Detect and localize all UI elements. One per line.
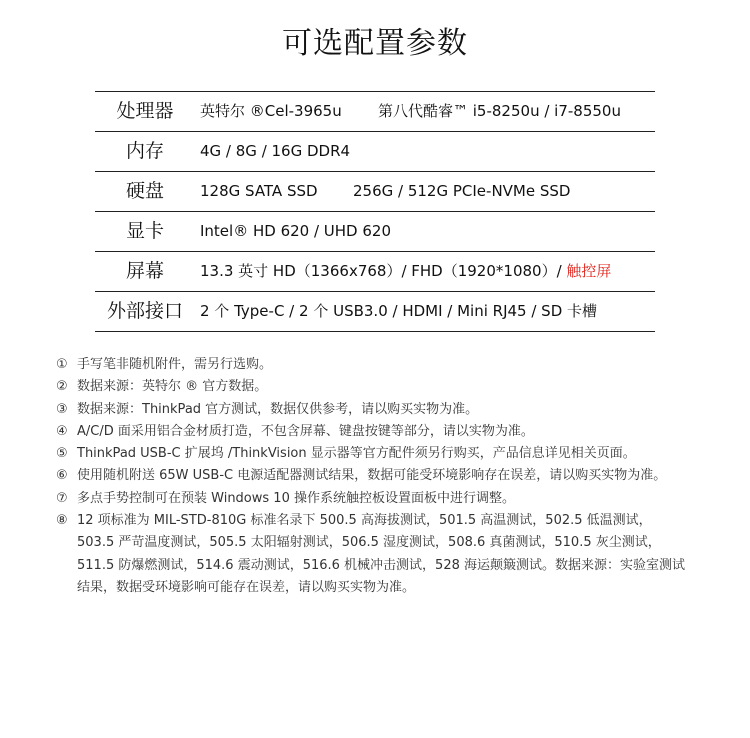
footnotes [56,354,686,599]
footnote-text: 数据来源：英特尔 ® 官方数据。 [77,379,268,395]
touchscreen-highlight: 触控屏 [566,262,612,280]
footnote-number: ③ [56,401,68,417]
screen-spec-text: 13.3 英寸 HD（1366x768）/ FHD（1920*1080）/ [200,262,567,280]
footnote-number: ⑧ [56,513,68,529]
footnote-text: 使用随机附送 65W USB-C 电源适配器测试结果，数据可能受环境影响存在误差，请以购买实物为准。 [77,468,667,484]
spec-value-alt: 256G / 512G PCIe-NVMe SSD [353,182,571,200]
footnote-text: A/C/D 面采用铝合金材质打造，不包含屏幕、键盘按键等部分，请以实物为准。 [77,423,534,439]
spec-label: 处理器 [116,100,174,122]
spec-row-screen [95,252,655,292]
spec-value: Intel® HD 620 / UHD 620 [200,222,392,240]
spec-value-alt: 第八代酷睿™ i5-8250u / i7-8550u [378,102,621,120]
footnote-number: ① [56,357,68,372]
footnote-item [56,510,686,599]
spec-table [95,91,655,332]
spec-row-disk [95,172,655,212]
footnote-item [56,465,686,487]
footnote-number: ④ [56,423,68,439]
footnote-text: ThinkPad USB-C 扩展坞 /ThinkVision 显示器等官方配件须另行购买，产品信息详见相关页面。 [77,446,636,462]
footnote-text: 12 项标准为 MIL-STD-810G 标准名录下 500.5 高海拔测试，501.5 高温测试，502.5 低温测试，503.5 严苛温度测试，505.5 太阳辐射测试，506.5 湿度测试，508.6 真菌测试，510.5 灰尘测试，511.5 防爆燃测试，514.6 震动测试，516.6 机械冲击测试，528 海运颠簸测试。数据来源：实验室测试结果，数据受环境影响可能存在误差，请以购买实物为准。 [77,513,685,595]
footnote-number: ⑥ [56,468,68,484]
spec-row-gpu [95,212,655,252]
spec-row-cpu [95,92,655,132]
footnote-item [56,488,686,510]
spec-label: 内存 [125,140,164,162]
spec-row-ports [95,292,655,332]
spec-label: 外部接口 [106,300,183,322]
spec-label: 显卡 [125,220,164,242]
footnote-text: 多点手势控制可在预装 Windows 10 操作系统触控板设置面板中进行调整。 [77,490,515,506]
footnote-item [56,376,686,398]
footnote-text: 手写笔非随机附件，需另行选购。 [77,357,273,372]
spec-value [200,252,611,291]
footnote-number: ⑤ [56,446,68,462]
spec-label: 硬盘 [125,180,164,202]
spec-label: 屏幕 [125,260,164,282]
spec-value: 英特尔 ®Cel-3965u [200,102,342,120]
footnote-number: ⑦ [56,490,68,506]
spec-value: 128G SATA SSD [200,182,318,200]
spec-value: 2 个 Type-C / 2 个 USB3.0 / HDMI / Mini RJ45 / SD 卡槽 [200,302,598,320]
footnote-item [56,354,686,376]
footnote-number: ② [56,379,68,395]
footnote-item [56,443,686,465]
footnote-text: 数据来源：ThinkPad 官方测试，数据仅供参考，请以购买实物为准。 [77,401,479,417]
page-title: 可选配置参数 [282,26,468,61]
spec-row-ram [95,132,655,172]
footnote-item [56,421,686,443]
spec-value: 4G / 8G / 16G DDR4 [200,142,351,160]
footnote-item [56,399,686,421]
